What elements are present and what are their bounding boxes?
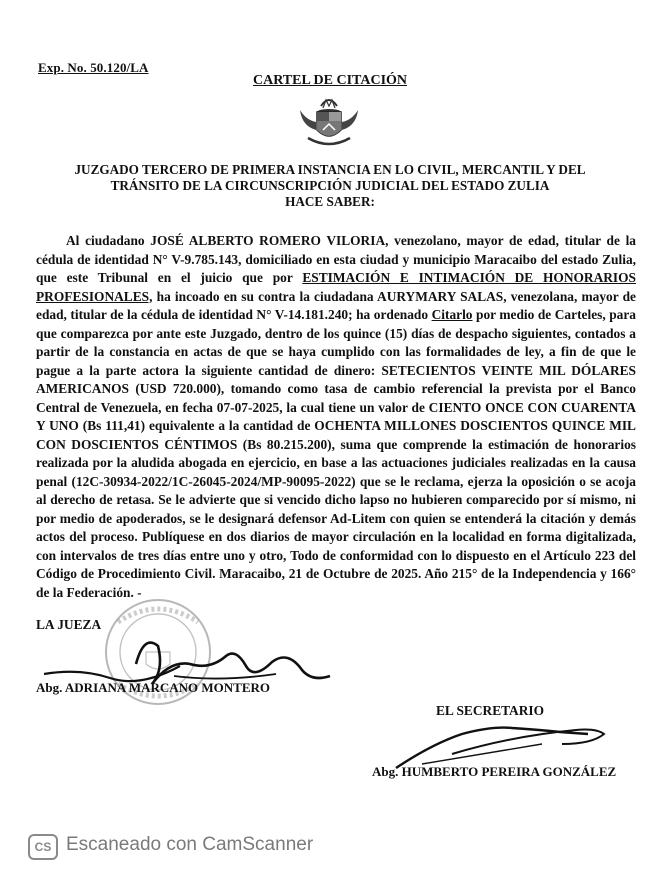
body-text-a: Al ciudadano JOSÉ ALBERTO ROMERO VILORIA, venezolano, mayor de edad, titular de la cédula de identidad N° V-9.785.143, domiciliado en esta ciudad y municipio Maracaibo del estado Zulia, que este Tribunal en el juicio que por — [36, 233, 636, 285]
camscanner-logo-icon: CS — [28, 834, 58, 860]
scanner-watermark-text: Escaneado con CamScanner — [66, 834, 314, 855]
court-line-2: TRÁNSITO DE LA CIRCUNSCRIPCIÓN JUDICIAL DEL ESTADO ZULIA — [110, 178, 550, 193]
venezuela-coat-of-arms-icon — [290, 92, 368, 150]
citation-body — [36, 232, 636, 602]
judge-name: Abg. ADRIANA MARCANO MONTERO — [36, 680, 271, 695]
secretary-signature — [392, 714, 622, 770]
body-text-e: por medio de Carteles, para que comparezca por ante este Juzgado, dentro de los quince (15) días de despacho siguientes, contados a partir de la constancia en actas de que se haya cumplido con las formalidades de ley, a fin de que le pague a la parte actora la siguiente cantidad de dinero: SETECIENTOS VEINTE MIL DÓLARES AMERICANOS (USD 720.000), tomando como tasa de cambio referencial la prevista por el Banco Central de Venezuela, en fecha 07-07-2025, la cual tiene un valor de CIENTO ONCE CON CUARENTA Y UNO (Bs 111,41) equivalente a la cantidad de OCHENTA MILLONES DOSCIENTOS QUINCE MIL CON DOSCIENTOS CÉNTIMOS (Bs 80.215.200), suma que comprende la estimación de honorarios realizada por la aludida abogada en ejercicio, en base a las actuaciones judiciales realizadas en la causa penal (12C-30934-2022/1C-26045-2024/MP-90095-2022) que se le reclama, ejerza la oposición o se acoja al derecho de retasa. Se le advierte que si vencido dicho lapso no hubieren comparecido por sí mismo, ni por medio de apoderados, se le designará defensor Ad-Litem con quien se entenderá la citación y demás actos del proceso. Publíquese en dos diarios de mayor circulación en la localidad en forma digitalizada, con intervalos de tres días entre uno y otro, Todo de conformidad con lo dispuesto en el Artículo 223 del Código de Procedimiento Civil. Maracaibo, 21 de Octubre de 2025. Año 215° de la Independencia y 166° de la Federación. - — [36, 307, 636, 600]
secretary-name: Abg. HUMBERTO PEREIRA GONZÁLEZ — [372, 764, 617, 779]
case-number: Exp. No. 50.120/LA — [38, 60, 149, 75]
judge-label: LA JUEZA — [36, 617, 102, 632]
body-text-c: ha incoado en su contra la ciudadana AURYMARY SALAS, venezolana, mayor de edad, titular de la cédula de identidad N° V-14.181.240; ha ordenado — [36, 288, 636, 322]
body-text-case-type: ESTIMACIÓN E INTIMACIÓN DE HONORARIOS PROFESIONALES, — [36, 270, 637, 304]
document-title: CARTEL DE CITACIÓN — [252, 73, 408, 88]
secretary-label: EL SECRETARIO — [436, 703, 545, 718]
body-text-citarlo: Citarlo — [431, 307, 473, 322]
scanner-footer — [0, 826, 660, 884]
court-line-3: HACE SABER: — [285, 194, 375, 209]
court-heading — [36, 162, 624, 210]
court-line-1: JUZGADO TERCERO DE PRIMERA INSTANCIA EN LO CIVIL, MERCANTIL Y DEL — [74, 162, 586, 177]
